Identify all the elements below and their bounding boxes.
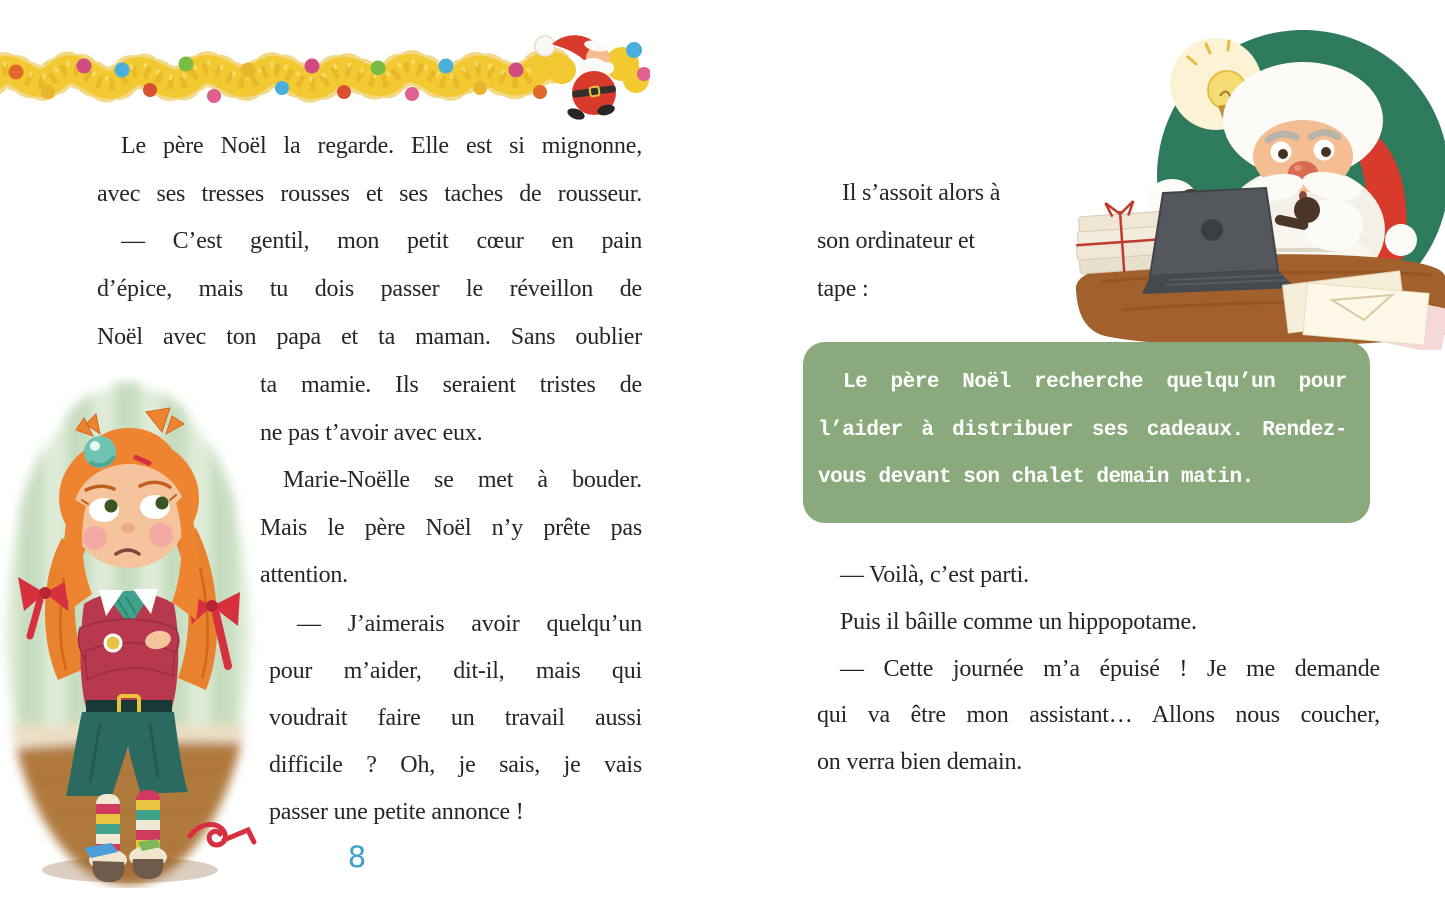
text-line: ta mamie. Ils seraient tristes de [260, 372, 642, 398]
santa-laptop-illustration [1060, 18, 1445, 350]
text-line: Marie-Noëlle se met à bouder. [283, 467, 642, 493]
text-line: ne pas t’avoir avec eux. [260, 420, 483, 446]
text-line: — C’est gentil, mon petit cœur en pain [121, 228, 642, 254]
text-line: on verra bien demain. [817, 749, 1023, 775]
text-line: voudrait faire un travail aussi [269, 705, 642, 731]
text-line: Puis il bâille comme un hippopotame. [840, 609, 1197, 635]
announcement-line: Le père Noël recherche quelqu’un pour [843, 371, 1347, 394]
text-line: Noël avec ton papa et ta maman. Sans oublier [97, 324, 642, 350]
text-line: passer une petite annonce ! [269, 799, 524, 825]
announcement-line: l’aider à distribuer ses cadeaux. Rendez- [818, 419, 1347, 442]
text-line: d’épice, mais tu dois passer le réveillon de [97, 276, 642, 302]
text-line: attention. [260, 562, 348, 588]
text-line: son ordinateur et [817, 228, 975, 254]
text-line: avec ses tresses rousses et ses taches de rousseur. [97, 181, 642, 207]
page-number: 8 [347, 840, 367, 874]
text-line: pour m’aider, dit-il, mais qui [269, 658, 642, 684]
text-line: Mais le père Noël n’y prête pas [260, 515, 642, 541]
garland-illustration [0, 8, 650, 120]
hair-ornament-ball [84, 436, 116, 468]
text-line: difficile ? Oh, je sais, je vais [269, 752, 642, 778]
text-line: — J’aimerais avoir quelqu’un [297, 611, 642, 637]
text-line: — Cette journée m’a épuisé ! Je me demande [840, 656, 1380, 682]
text-line: Le père Noël la regarde. Elle est si mignonne, [121, 133, 642, 159]
text-line: qui va être mon assistant… Allons nous coucher, [817, 702, 1380, 728]
text-line: Il s’assoit alors à [842, 180, 1001, 206]
announcement-line: vous devant son chalet demain matin. [818, 466, 1254, 489]
floor-shadow [42, 857, 218, 883]
text-line: — Voilà, c’est parti. [840, 562, 1029, 588]
wrist-watch [105, 635, 121, 651]
girl-illustration [0, 378, 266, 888]
text-line: tape : [817, 276, 869, 302]
